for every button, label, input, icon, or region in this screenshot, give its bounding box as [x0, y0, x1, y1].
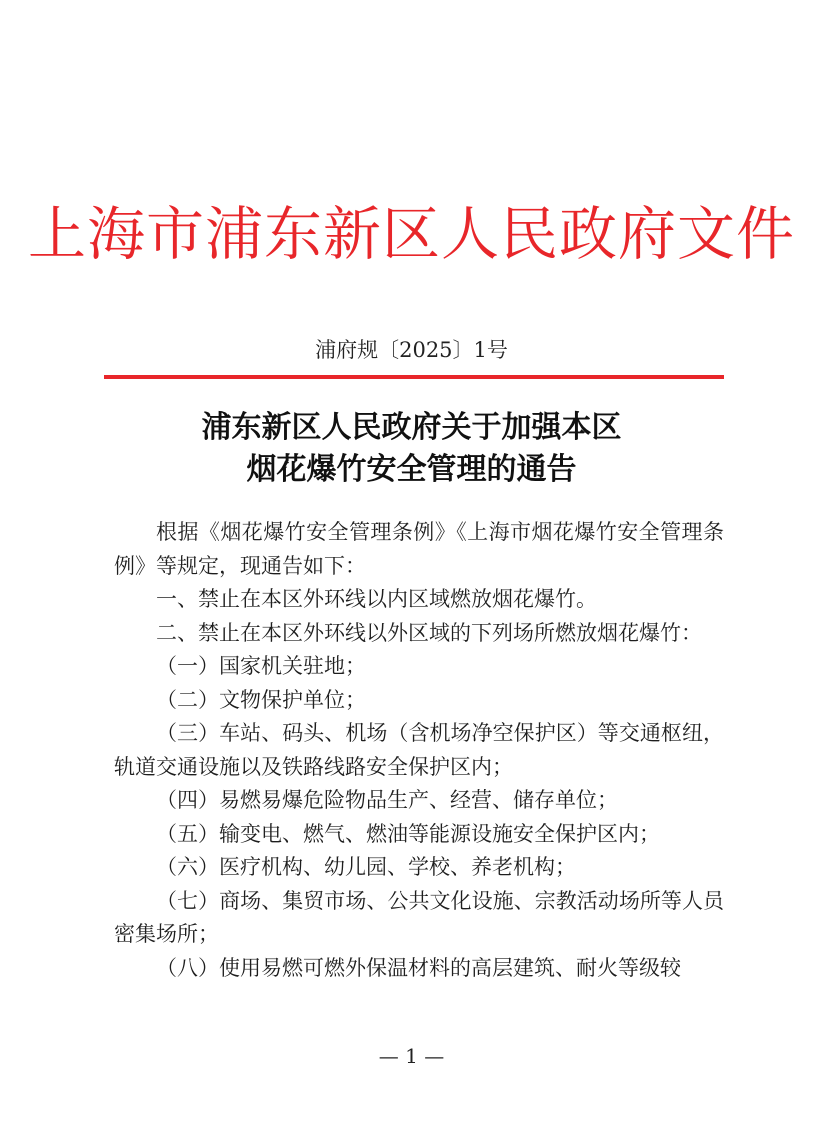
notice-title — [0, 407, 823, 491]
paragraph-item-2: 二、禁止在本区外环线以外区域的下列场所燃放烟花爆竹： — [156, 620, 702, 645]
paragraph-intro: 根据《烟花爆竹安全管理条例》《上海市烟花爆竹安全管理条例》等规定，现通告如下： — [114, 520, 724, 578]
masthead-title: 上海市浦东新区人民政府文件 — [27, 200, 795, 268]
paragraph-subitem-3: （三）车站、码头、机场（含机场净空保护区）等交通枢纽，轨道交通设施以及铁路线路安全保护区内； — [114, 721, 724, 779]
notice-title-line-2: 烟花爆竹安全管理的通告 — [246, 452, 577, 487]
paragraph-item-1: 一、禁止在本区外环线以内区域燃放烟花爆竹。 — [156, 587, 597, 611]
paragraph-subitem-6: （六）医疗机构、幼儿园、学校、养老机构； — [156, 855, 576, 879]
paragraph-subitem-2: （二）文物保护单位； — [156, 687, 366, 712]
paragraph-subitem-8: （八）使用易燃可燃外保温材料的高层建筑、耐火等级较 — [156, 955, 681, 980]
notice-title-line-1: 浦东新区人民政府关于加强本区 — [201, 410, 622, 445]
document-number: 浦府规〔2025〕1号 — [315, 338, 508, 362]
paragraph-subitem-7: （七）商场、集贸市场、公共文化设施、宗教活动场所等人员密集场所； — [114, 888, 724, 946]
red-divider-line — [104, 375, 724, 379]
notice-body — [114, 516, 724, 985]
paragraph-subitem-1: （一）国家机关驻地； — [156, 654, 366, 678]
paragraph-subitem-4: （四）易燃易爆危险物品生产、经营、储存单位； — [156, 788, 618, 812]
page-number: — 1 — — [378, 1044, 445, 1068]
paragraph-subitem-5: （五）输变电、燃气、燃油等能源设施安全保护区内； — [156, 821, 660, 846]
